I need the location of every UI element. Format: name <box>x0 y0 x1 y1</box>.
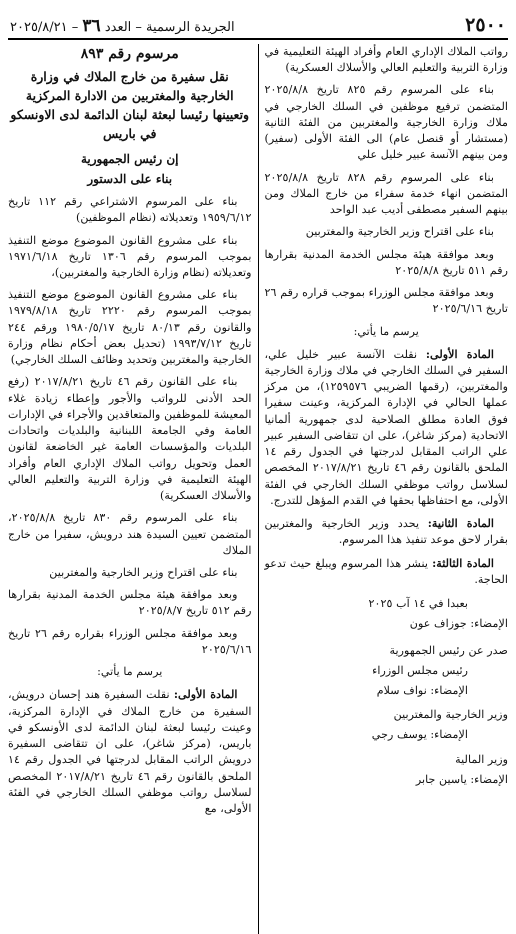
article-1 <box>265 346 509 509</box>
decree-line: يرسم ما يأتي: <box>353 324 419 338</box>
president-line: إن رئيس الجمهورية <box>80 152 179 167</box>
paragraph: بناء على مشروع القانون الموضوع موضع التنفيذ بموجب المرسوم رقم ١٣٠٦ تاريخ ١٩٧١/٦/١٨ وتعديلاته (نظام وزارة الخارجية والمغتربين)، <box>8 233 252 280</box>
article-text: نقلت الآنسة عبير خليل علي، السفير في السلك الخارجي في ملاك وزارة الخارجية والمغتربين، (رقمها الضريبي ١٢٥٩٥٧٦)، من مركز عملها الحالي في الإدارة المركزية، وعينت سفيرا فوق العادة مطلق الصلاحية لدى جمهورية ألمانيا الاتحادية (مركز شاغر)، على ان تتقاضى السفير عبير علي الراتب المقابل لدرجتها في الجدول رقم ١٤ الملحق بالقانون رقم ٤٦ تاريخ ٢٠١٧/٨/٢١ المخصص لسلاسل رواتب موظفي السلك الخارجي في الفئة الأولى، مع احتفاظها بحقها في القدم المؤهل للتدرج. <box>264 347 508 507</box>
article-label: المادة الأولى: <box>425 346 494 361</box>
paragraph: بناء على اقتراح وزير الخارجية والمغتربين <box>305 225 494 239</box>
article-label: المادة الثالثة: <box>432 555 494 570</box>
pm-signature: الإمضاء: نواف سلام <box>376 683 468 697</box>
decree-subtitle: نقل سفيرة من خارج الملاك في وزارة الخارجية والمغتربين من الادارة المركزية وتعيينها رئيسا لبعثة لبنان الدائمة لدى الاونسكو في باريس <box>10 69 250 141</box>
issue-date: – ٢٠٢٥/٨/٢١ <box>10 20 79 35</box>
fm-signature: الإمضاء: يوسف رجي <box>371 728 468 742</box>
header-info <box>10 16 235 36</box>
left-column <box>8 44 259 934</box>
article-3 <box>265 555 509 588</box>
article-1 <box>8 686 252 817</box>
paragraph: بناء على المرسوم رقم ٨٢٨ تاريخ ٢٠٢٥/٨/٨ المتضمن انهاء خدمة سفراء من خارج الملاك ومن بينهم السفير مصطفى أديب عبد الواحد <box>264 170 508 217</box>
page-header <box>8 8 508 40</box>
constitution-line: بناء على الدستور <box>87 171 173 186</box>
issue-number: ٣٦ <box>82 16 101 36</box>
paragraph: رواتب الملاك الإداري العام وأفراد الهيئة التعليمية في وزارة التربية والتعليم العالي والأسلاك العسكرية) <box>264 45 508 75</box>
article-label: المادة الأولى: <box>173 687 238 702</box>
right-column <box>259 44 509 934</box>
paragraph: بناء على المرسوم رقم ٨٣٠ تاريخ ٢٠٢٥/٨/٨، المتضمن تعيين السيدة هند درويش، سفيرا من خارج الملاك <box>8 511 252 557</box>
pm-title: رئيس مجلس الوزراء <box>372 663 468 677</box>
issued-by: صدر عن رئيس الجمهورية <box>389 643 508 657</box>
article-2 <box>265 515 509 548</box>
article-text: نقلت السفيرة هند إحسان درويش، السفيرة من خارج الملاك في الإدارة المركزية، وعينت رئيسا لبعثة لبنان الدائمة لدى الأونسكو في باريس، (مركز شاغر)، على ان تتقاضى السفيرة درويش الراتب المقابل لدرجتها في الجدول رقم ١٤ الملحق بالقانون رقم ٤٦ تاريخ ٢٠١٧/٨/٢١ المخصص لسلاسل رواتب موظفي السلك الخارجي في الفئة الأولى، مع <box>8 688 252 816</box>
paragraph: وبعد موافقة هيئة مجلس الخدمة المدنية بقرارها رقم ٥١٢ تاريخ ٢٠٢٥/٨/٧ <box>8 588 252 618</box>
signature-block <box>265 596 509 788</box>
decree-line: يرسم ما يأتي: <box>97 665 163 679</box>
finance-title: وزير المالية <box>455 752 508 766</box>
paragraph: بناء على القانون رقم ٤٦ تاريخ ٢٠١٧/٨/٢١ (رفع الحد الأدنى للرواتب والأجور وإعطاء زيادة غلاء المعيشة للموظفين والمتعاقدين والأجراء في الإدارات العامة وفي الجامعة اللبنانية والبلديات واتحادات البلديات والمؤسسات العامة غير الخاضعة لقانون العمل وتحويل رواتب الملاك الإداري العام وأفراد الهيئة التعليمية في وزارة التربية والتعليم العالي والأسلاك العسكرية) <box>8 375 252 503</box>
gazette-name: الجريدة الرسمية – العدد <box>104 20 235 35</box>
paragraph: بناء على مشروع القانون الموضوع موضع التنفيذ بموجب المرسوم رقم ٢٢٢٠ تاريخ ١٩٧٩/٨/١٨ والقانون رقم ٨٠/١٣ تاريخ ١٩٨٠/٥/١٧ ورقم ٢٤٤ تاريخ ١٩٩٣/٧/١٢ (تحديل بعض أحكام نظام وزارة الخارجية والمغتربين وتحديد وظائف السلك الخارجي) <box>8 288 252 367</box>
fm-title: وزير الخارجية والمغتربين <box>393 708 508 722</box>
decree-title: مرسوم رقم ٨٩٣ <box>80 46 179 62</box>
paragraph: وبعد موافقة هيئة مجلس الخدمة المدنية بقرارها رقم ٥١١ تاريخ ٢٠٢٥/٨/٨ <box>264 247 508 277</box>
president-signature: الإمضاء: جوزاف عون <box>409 617 508 631</box>
paragraph: بناء على المرسوم رقم ٨٢٥ تاريخ ٢٠٢٥/٨/٨ المتضمن ترفيع موظفين في السلك الخارجي في ملاك وزارة الخارجية والمغتربين من الفئة الثانية (مستشار أو قنصل عام) الى الفئة الأولى (سفير) ومن بينهم الآنسة عبير خليل علي <box>264 83 508 162</box>
finance-signature: الإمضاء: ياسين جابر <box>415 772 508 786</box>
paragraph: بناء على اقتراح وزير الخارجية والمغتربين <box>49 566 238 579</box>
paragraph: وبعد موافقة مجلس الوزراء بقراره رقم ٢٦ تاريخ ٢٠٢٥/٦/١٦ <box>8 626 252 656</box>
page-number: ٢٥٠٠ <box>465 14 506 36</box>
article-text: يحدد وزير الخارجية والمغتربين بقرار لاحق موعد تنفيذ هذا المرسوم. <box>264 517 508 547</box>
paragraph: وبعد موافقة مجلس الوزراء بموجب قراره رقم ٢٦ تاريخ ٢٠٢٥/٦/١٦ <box>264 286 508 316</box>
place-date: بعبدا في ١٤ آب ٢٠٢٥ <box>368 597 468 611</box>
columns <box>8 44 508 934</box>
article-label: المادة الثانية: <box>427 516 494 531</box>
article-text: ينشر هذا المرسوم ويبلغ حيث تدعو الحاجة. <box>264 556 508 586</box>
paragraph: بناء على المرسوم الاشتراعي رقم ١١٢ تاريخ ١٩٥٩/٦/١٢ وتعديلاته (نظام الموظفين) <box>8 195 252 225</box>
